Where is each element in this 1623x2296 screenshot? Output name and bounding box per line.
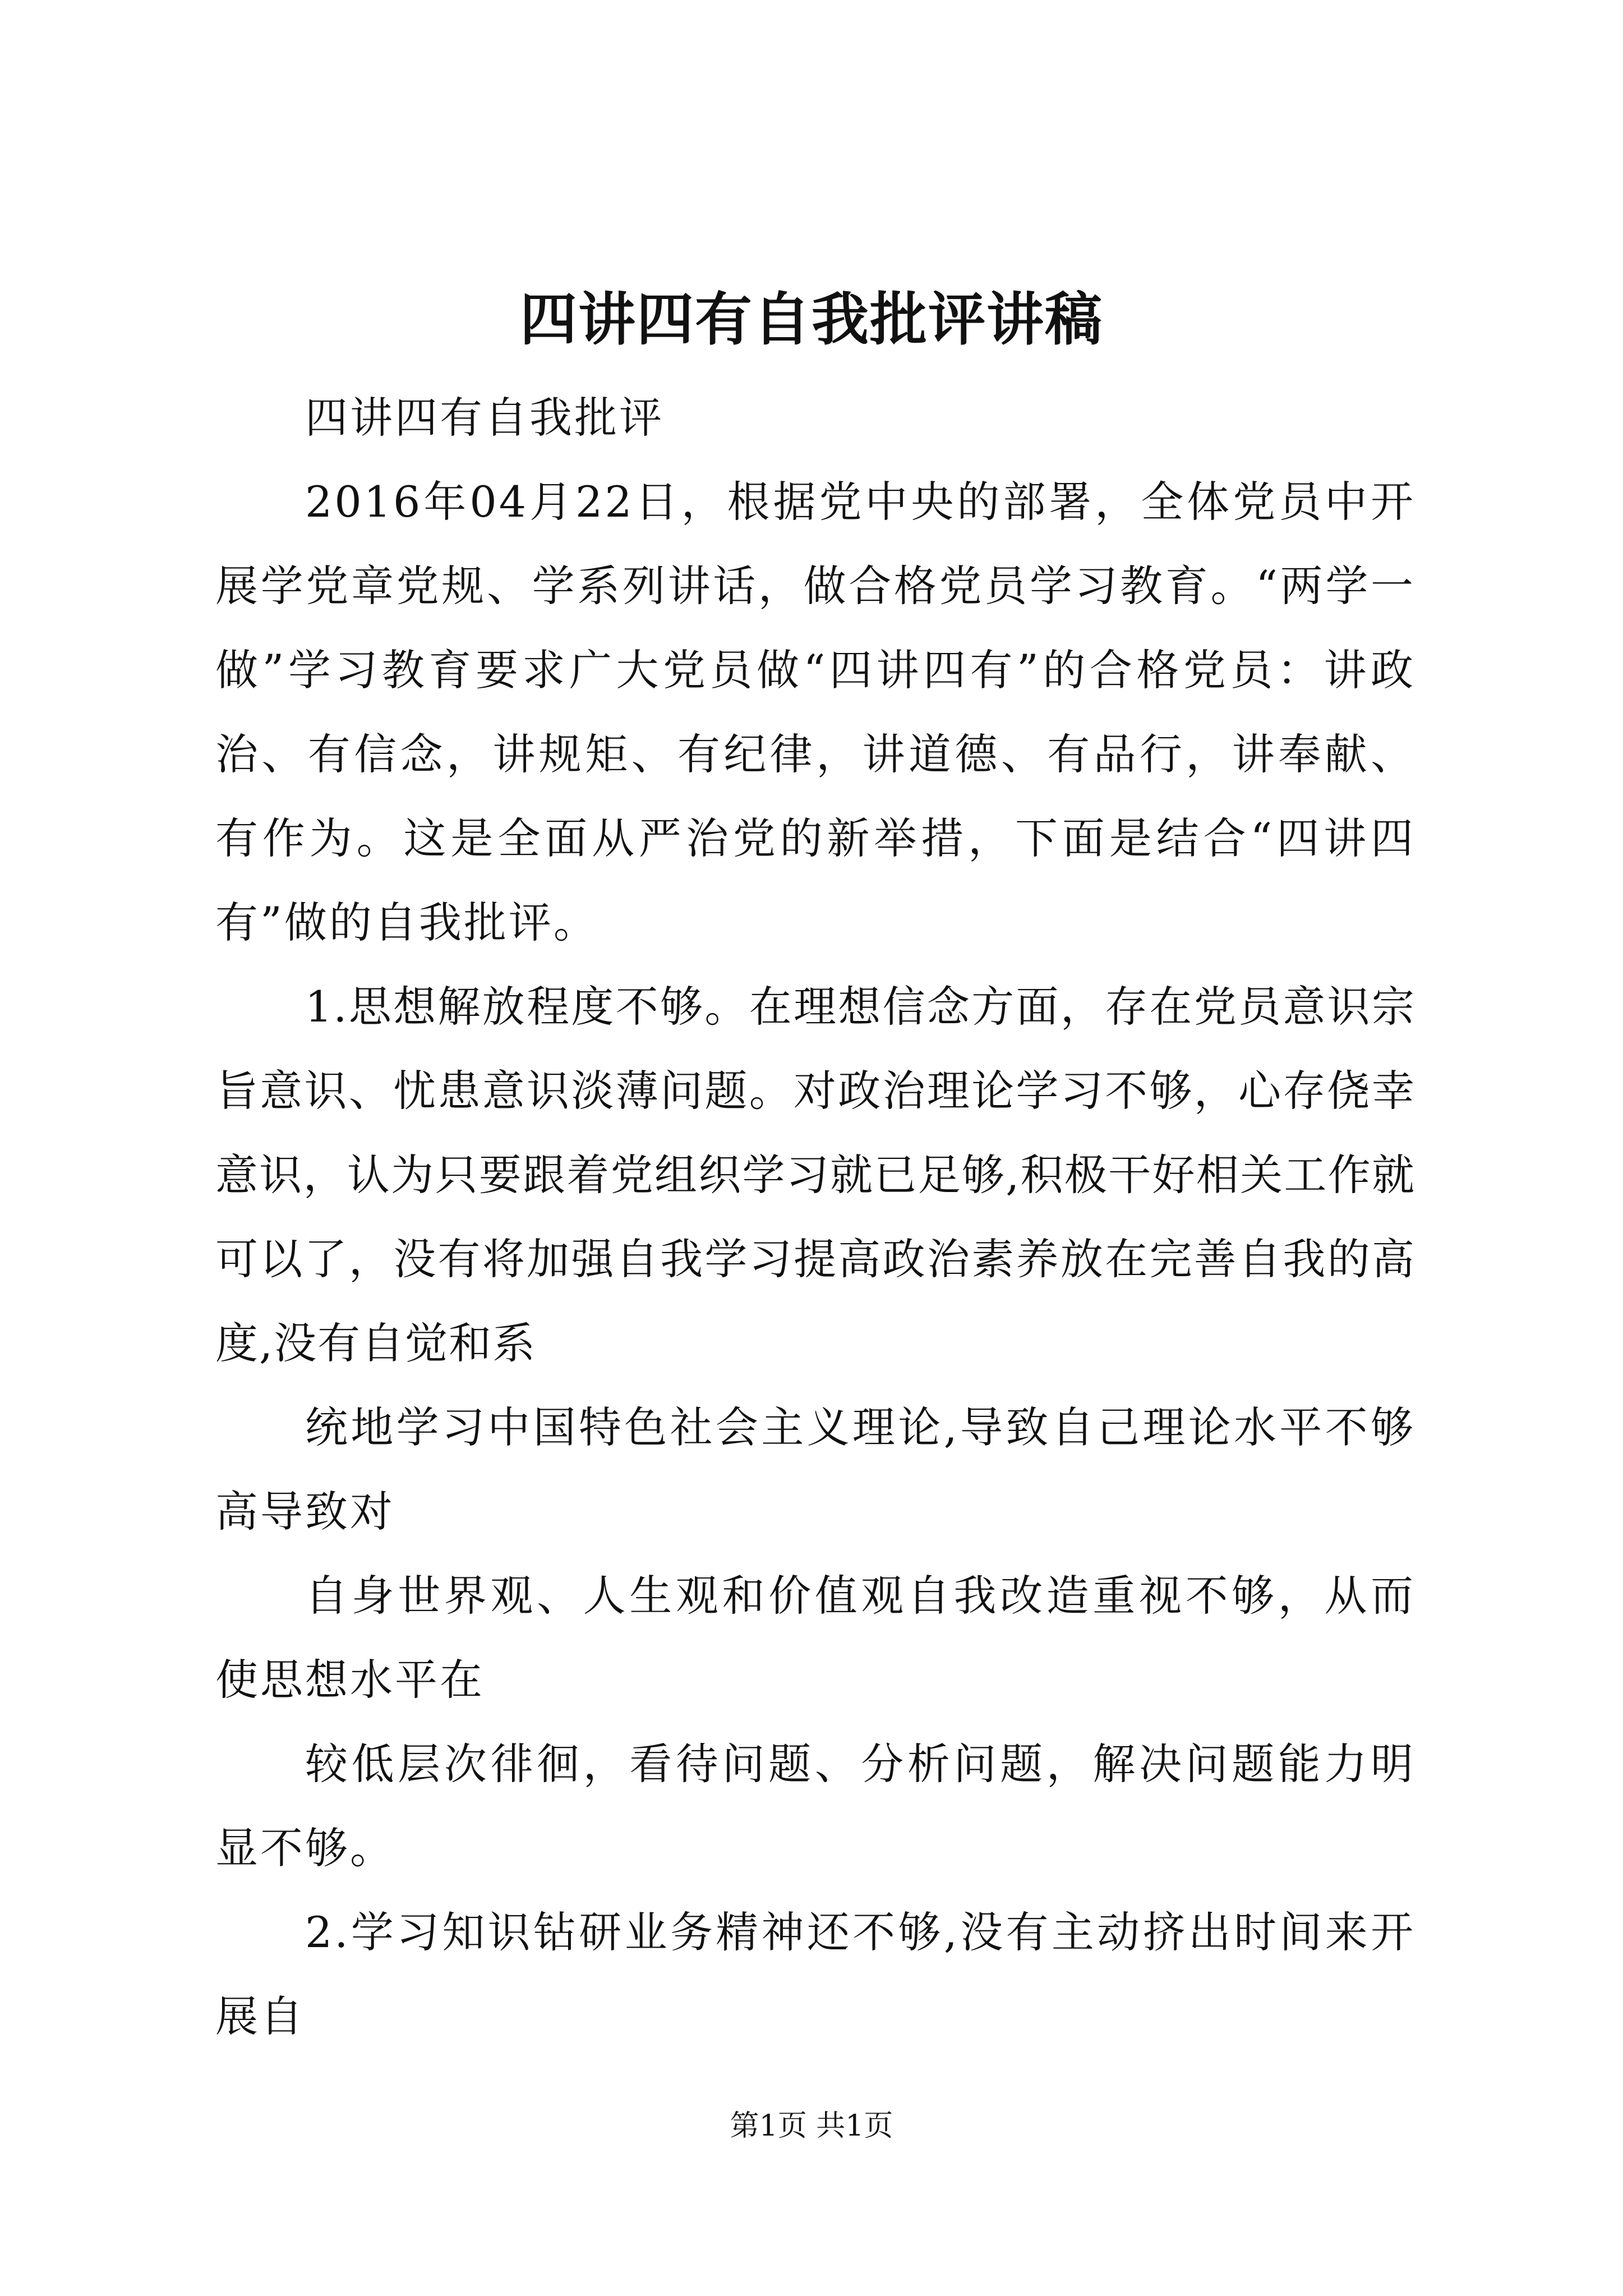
point-2-paragraph: 2.学习知识钻研业务精神还不够,没有主动挤出时间来开展自: [215, 1907, 1415, 2041]
intro-paragraph: 2016年04月22日，根据党中央的部署，全体党员中开展学党章党规、学系列讲话，做合格党员学习教育。“两学一做”学习教育要求广大党员做“四讲四有”的合格党员：讲政治、有信念，讲规矩、有纪律，讲道德、有品行，讲奉献、有作为。这是全面从严治党的新举措，下面是结合“四讲四有”做的自我批评。: [215, 477, 1415, 947]
point-1-continuation-a: 统地学习中国特色社会主义理论,导致自己理论水平不够高导致对: [215, 1402, 1415, 1536]
point-1-continuation-c: 较低层次徘徊，看待问题、分析问题，解决问题能力明显不够。: [215, 1739, 1415, 1873]
page-footer: 第1页 共1页: [730, 2109, 893, 2143]
document-body: [215, 376, 1415, 2059]
document-title: 四讲四有自我批评讲稿: [520, 286, 1103, 353]
subtitle-paragraph: 四讲四有自我批评: [305, 393, 664, 443]
point-1-paragraph: 1.思想解放程度不够。在理想信念方面，存在党员意识宗旨意识、忧患意识淡薄问题。对政治理论学习不够，心存侥幸意识，认为只要跟着党组织学习就已足够,积极干好相关工作就可以了，没有将加强自我学习提高政治素养放在完善自我的高度,没有自觉和系: [215, 982, 1415, 1368]
point-1-continuation-b: 自身世界观、人生观和价值观自我改造重视不够，从而使思想水平在: [215, 1571, 1415, 1705]
